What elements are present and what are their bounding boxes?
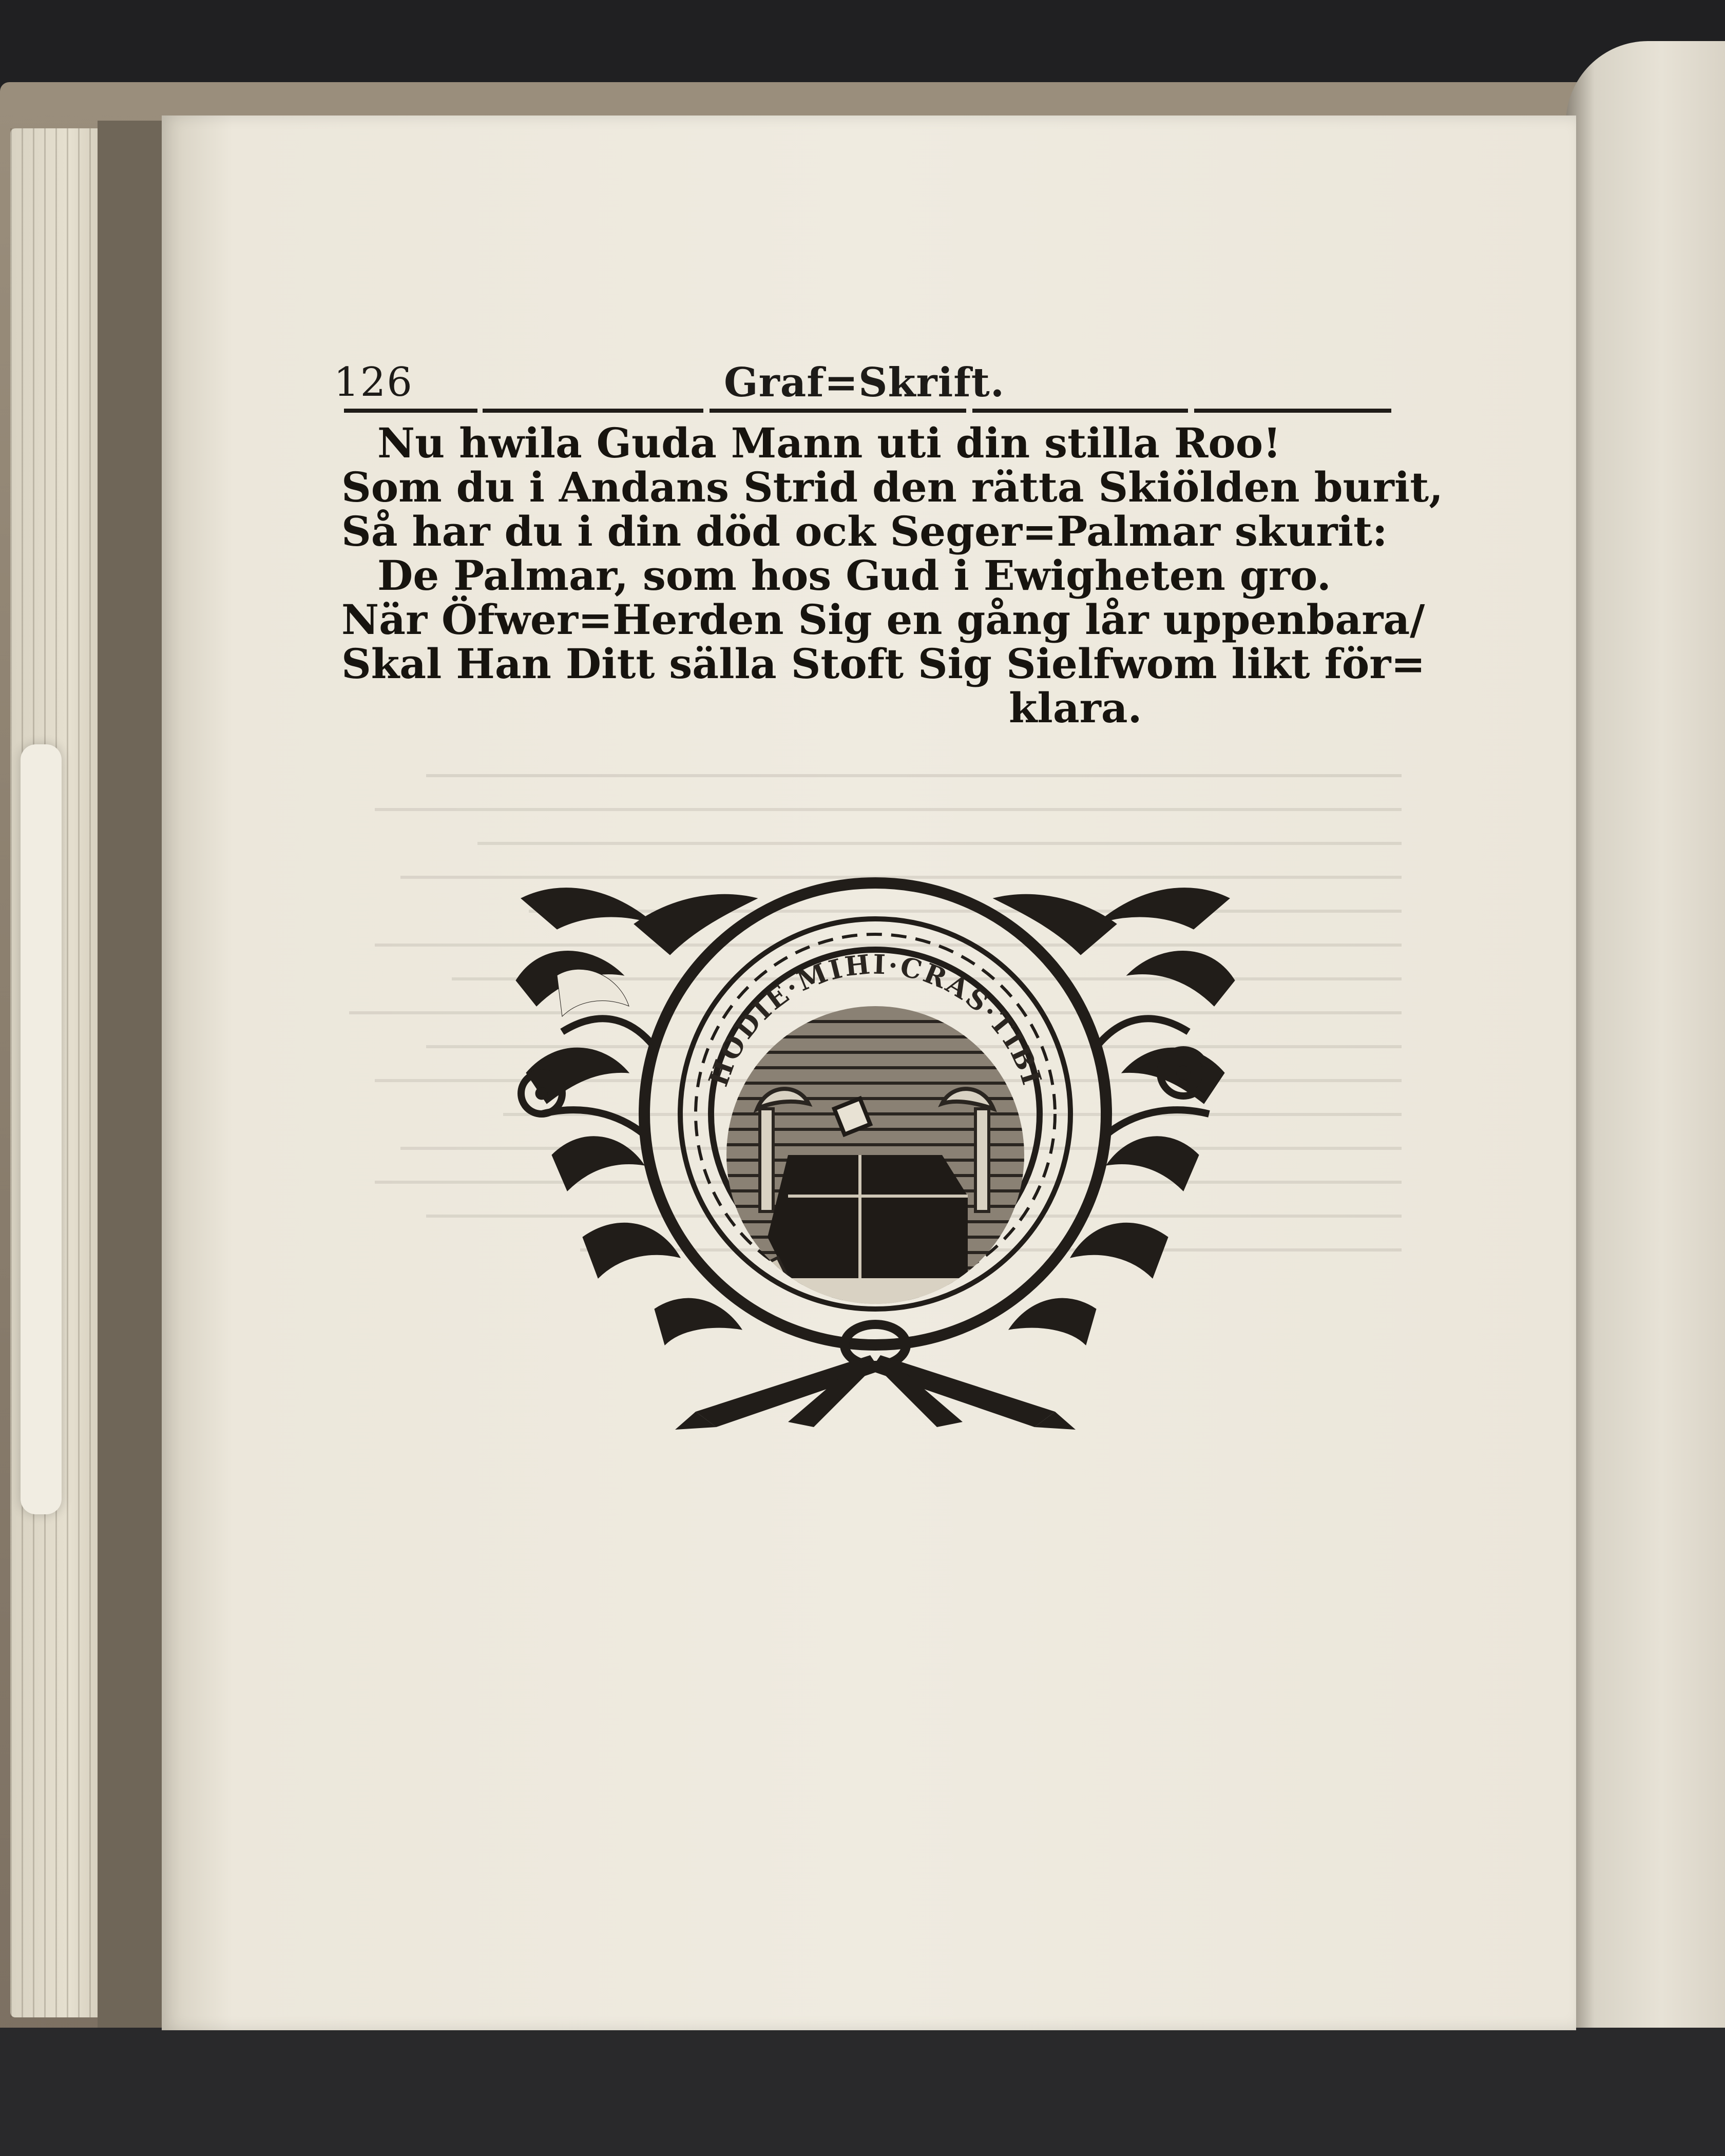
verse-line: När Öfwer=Herden Sig en gång lår uppenbara/ — [341, 595, 1425, 644]
running-head — [334, 359, 1396, 406]
verse-line: De Palmar, som hos Gud i Ewigheten gro. — [377, 551, 1331, 600]
verse-block — [341, 419, 1444, 732]
running-title: Graf=Skrift. — [724, 359, 1005, 406]
head-rule — [344, 407, 1391, 415]
foliage-left — [516, 888, 757, 1345]
foliage-right — [993, 888, 1235, 1345]
scan-backdrop-bottom — [0, 2028, 1725, 2156]
page-number: 126 — [334, 359, 413, 406]
verse-line: klara. — [1009, 684, 1142, 732]
verse-line: Nu hwila Guda Mann uti din stilla Roo! — [377, 419, 1281, 467]
paper-tab — [21, 744, 62, 1514]
verse-line: Så har du i din död ock Seger=Palmar skurit: — [341, 507, 1388, 555]
verse-line: Som du i Andans Strid den rätta Skiölden burit, — [341, 463, 1444, 511]
woodcut-vignette — [501, 868, 1250, 1432]
tomb-scene — [721, 1006, 1029, 1314]
right-page-stack — [1566, 41, 1725, 2156]
motto: HODIE·MIHI·CRAS·TIBI — [702, 948, 1048, 1091]
verse-line: Skal Han Ditt sälla Stoft Sig Sielfwom likt för= — [341, 640, 1426, 688]
